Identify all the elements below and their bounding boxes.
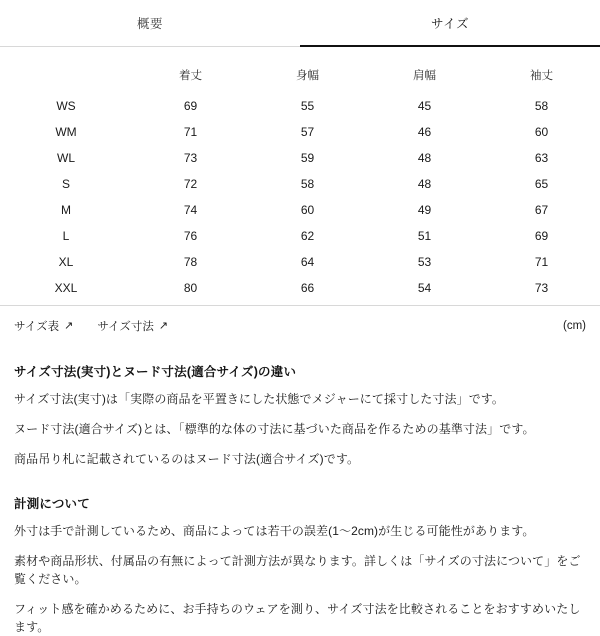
size-table-wrapper: [0, 53, 600, 306]
cell-width: 64: [300, 255, 315, 269]
paragraph: サイズ寸法(実寸)は「実際の商品を平置きにした状態でメジャーにて採寸した寸法」です。: [14, 392, 505, 406]
cell-length: 71: [183, 125, 198, 139]
row-size-label: S: [61, 177, 70, 191]
row-size-label: WM: [55, 125, 77, 139]
row-size-label: XL: [58, 255, 74, 269]
table-row: [0, 93, 600, 119]
table-row: [0, 197, 600, 223]
size-chart-link[interactable]: [14, 318, 73, 334]
column-header-width: 身幅: [296, 70, 319, 82]
table-row: [0, 223, 600, 249]
cell-width: 60: [300, 203, 315, 217]
table-corner-header: [0, 53, 132, 93]
cell-sleeve: 67: [534, 203, 549, 217]
cell-width: 66: [300, 281, 315, 295]
cell-shoulder: 45: [417, 99, 432, 113]
cell-sleeve: 60: [534, 125, 549, 139]
section-heading-measurement: 計測について: [14, 497, 90, 511]
tab-size-label: サイズ: [430, 17, 469, 31]
tab-overview-label: 概要: [136, 17, 163, 31]
paragraph: ヌード寸法(適合サイズ)とは、「標準的な体の寸法に基づいた商品を作るための基準寸法」です。: [14, 422, 535, 436]
cell-width: 62: [300, 229, 315, 243]
cell-width: 58: [300, 177, 315, 191]
paragraph: 商品吊り札に記載されているのはヌード寸法(適合サイズ)です。: [14, 452, 360, 466]
table-row: [0, 275, 600, 305]
cell-shoulder: 53: [417, 255, 432, 269]
row-size-label: XXL: [54, 281, 78, 295]
external-link-icon: ↗: [158, 320, 169, 332]
cell-length: 72: [183, 177, 198, 191]
cell-width: 57: [300, 125, 315, 139]
cell-sleeve: 63: [534, 151, 549, 165]
table-row: [0, 171, 600, 197]
column-header-length: 着丈: [179, 70, 202, 82]
cell-shoulder: 49: [417, 203, 432, 217]
tab-size[interactable]: [300, 0, 600, 47]
cell-sleeve: 65: [534, 177, 549, 191]
table-row: [0, 145, 600, 171]
cell-shoulder: 54: [417, 281, 432, 295]
size-chart-link-label: サイズ表: [14, 321, 60, 333]
size-table-body: [0, 93, 600, 305]
links-row: [0, 306, 600, 344]
cell-length: 73: [183, 151, 198, 165]
table-row: [0, 249, 600, 275]
cell-length: 76: [183, 229, 198, 243]
cell-length: 74: [183, 203, 198, 217]
cell-width: 55: [300, 99, 315, 113]
description-content: [0, 344, 600, 636]
cell-sleeve: 69: [534, 229, 549, 243]
cell-sleeve: 73: [534, 281, 549, 295]
size-measurement-link-label: サイズ寸法: [97, 321, 154, 333]
cell-shoulder: 48: [417, 151, 432, 165]
cell-length: 80: [183, 281, 198, 295]
row-size-label: M: [61, 203, 71, 217]
table-header-row: [0, 53, 600, 93]
cell-shoulder: 48: [417, 177, 432, 191]
table-row: [0, 119, 600, 145]
cell-sleeve: 58: [534, 99, 549, 113]
tab-bar: [0, 0, 600, 47]
cell-length: 78: [183, 255, 198, 269]
cell-length: 69: [183, 99, 198, 113]
section-heading-difference: サイズ寸法(実寸)とヌード寸法(適合サイズ)の違い: [14, 365, 297, 379]
paragraph: 素材や商品形状、付属品の有無によって計測方法が異なります。詳しくは「サイズの寸法について」をご覧ください。: [14, 554, 581, 586]
row-size-label: WS: [56, 99, 76, 113]
size-measurement-link[interactable]: [97, 318, 168, 334]
paragraph: フィット感を確かめるために、お手持ちのウェアを測り、サイズ寸法を比較されることをおすすめいたします。: [14, 602, 581, 634]
column-header-sleeve: 袖丈: [530, 70, 553, 82]
row-size-label: WL: [57, 151, 75, 165]
cell-sleeve: 71: [534, 255, 549, 269]
unit-label: (cm): [563, 320, 586, 332]
row-size-label: L: [62, 229, 70, 243]
size-table-head: [0, 53, 600, 93]
external-link-icon: ↗: [64, 320, 74, 332]
cell-shoulder: 51: [417, 229, 432, 243]
paragraph: 外寸は手で計測しているため、商品によっては若干の誤差(1〜2cm)が生じる可能性があります。: [14, 524, 535, 538]
cell-width: 59: [300, 151, 315, 165]
size-table: [0, 53, 600, 305]
cell-shoulder: 46: [417, 125, 432, 139]
column-header-shoulder: 肩幅: [413, 70, 436, 82]
tab-overview[interactable]: [0, 0, 300, 46]
